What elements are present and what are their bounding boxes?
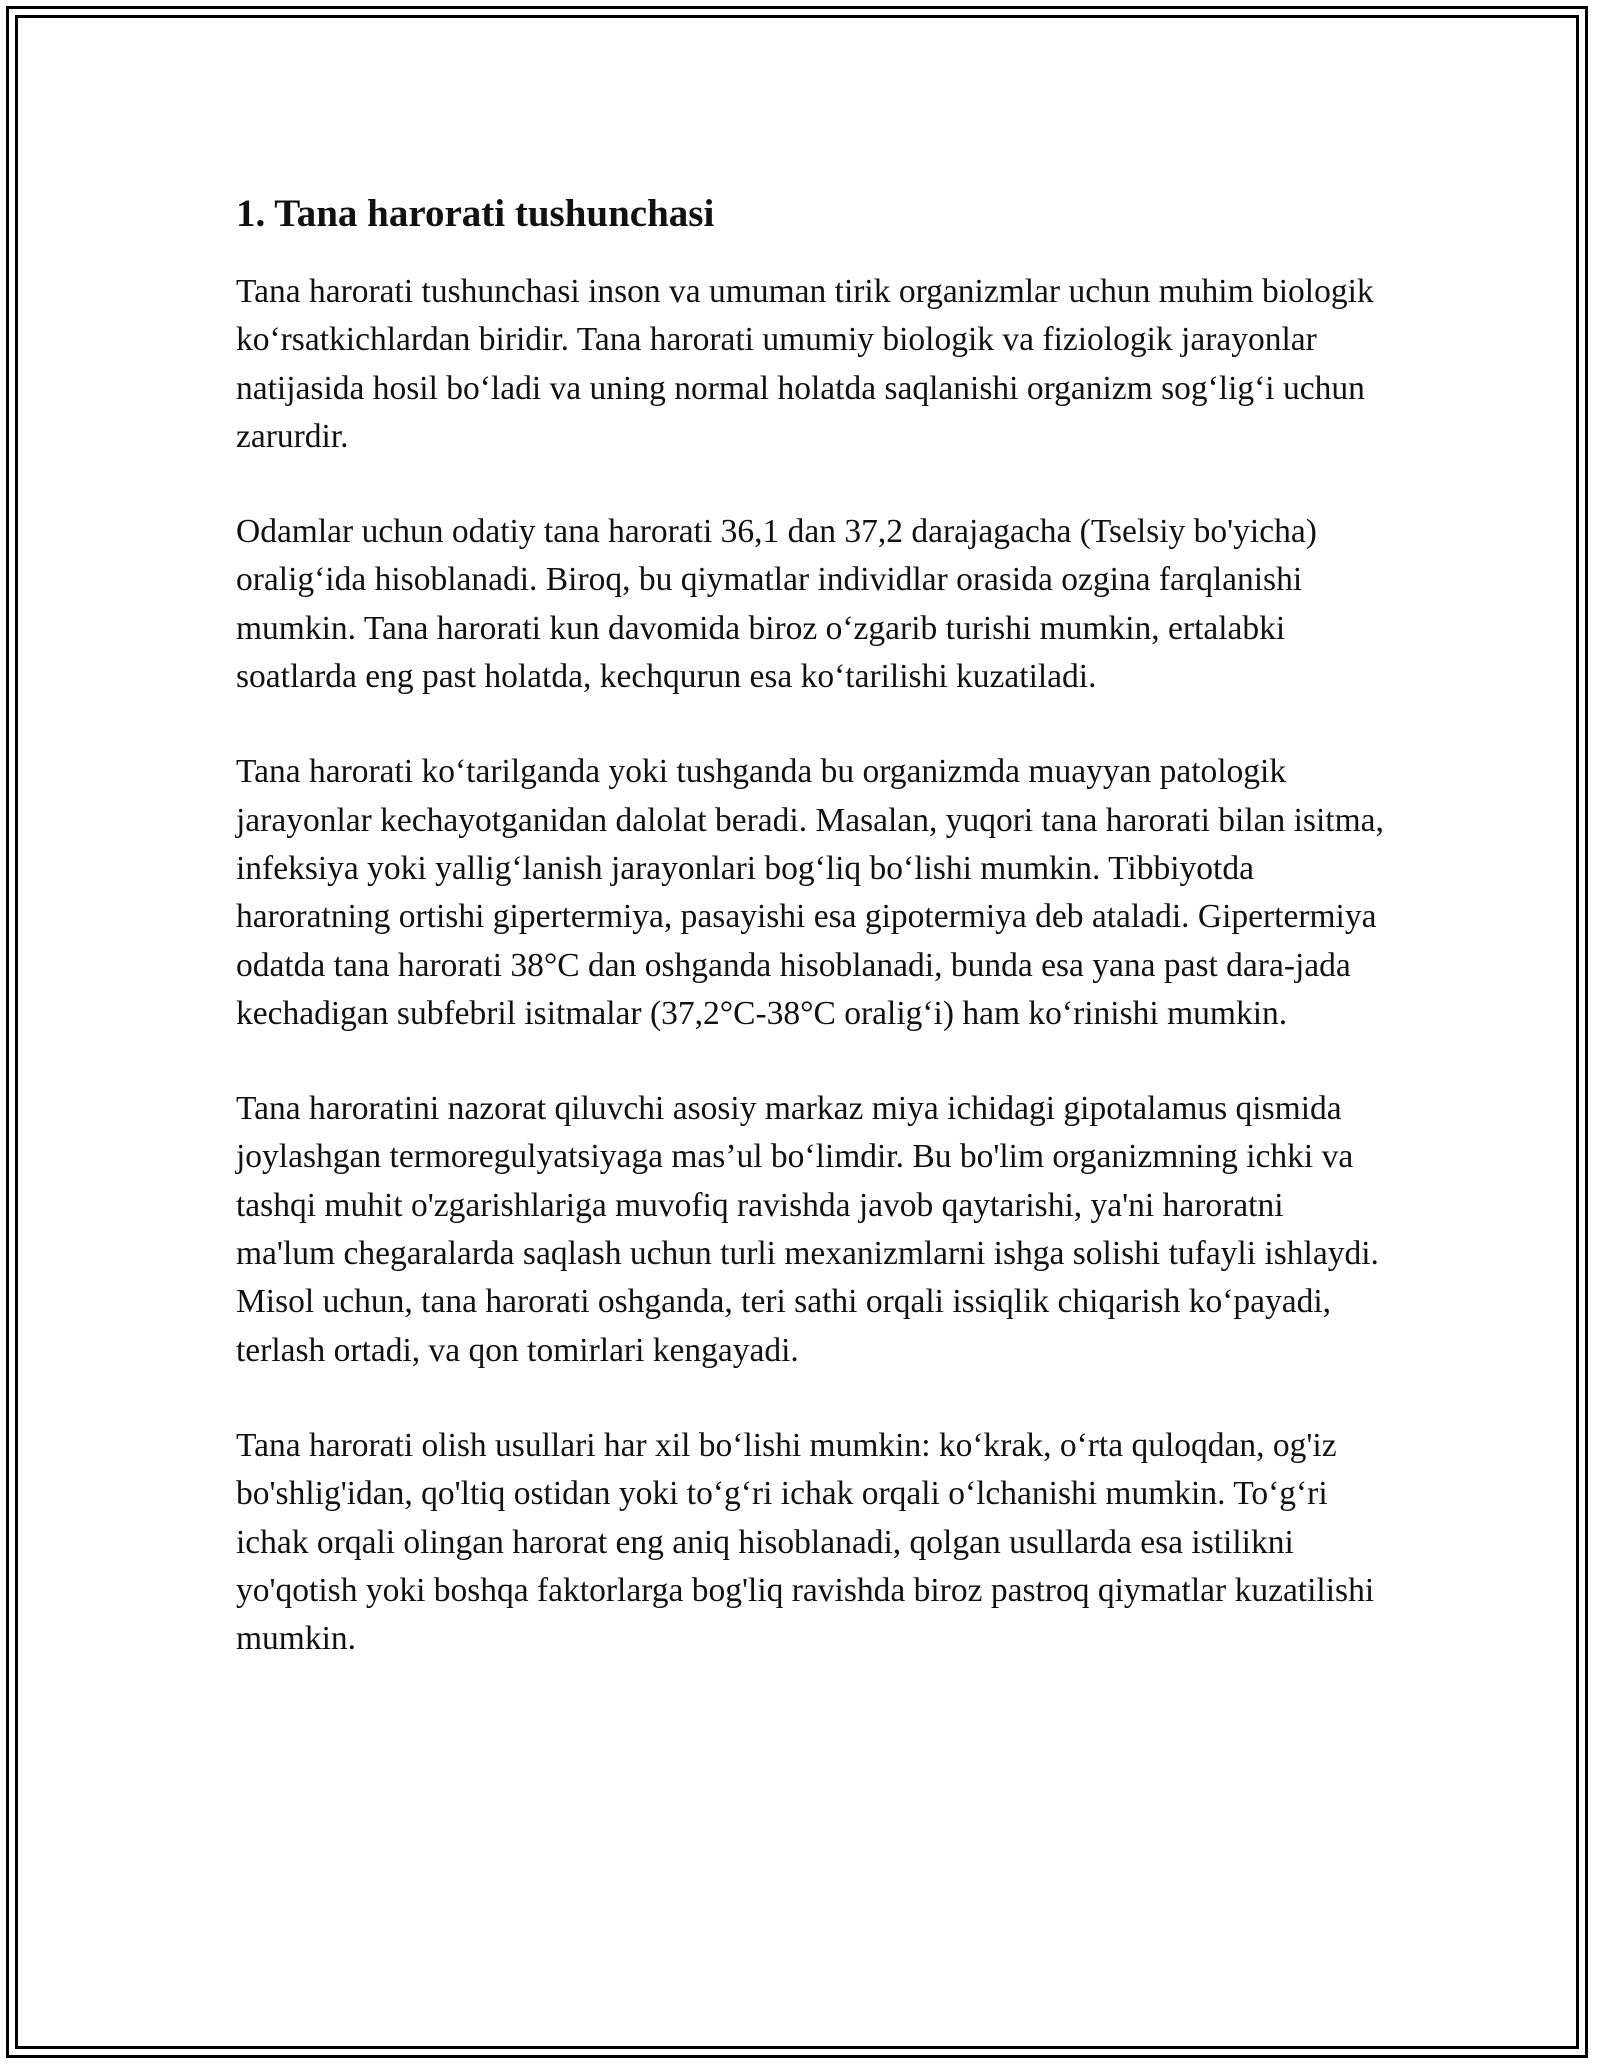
paragraph-4: Tana haroratini nazorat qiluvchi asosiy markaz miya ichidagi gipotalamus qismida joylashgan termoregulyatsiyaga mas’ul bo‘limdir. Bu bo'lim organizmning ichki va tashqi muhit o'zgarishlariga muvofiq ravishda javob qaytarishi, ya'ni haroratni ma'lum chegaralarda saqlash uchun turli mexanizmlarni ishga solishi tufayli ishlaydi. Misol uchun, tana harorati oshganda, teri sathi orqali issiqlik chiqarish ko‘payadi, terlash ortadi, va qon tomirlari kengayadi.: [236, 1090, 1379, 1369]
paragraph-5: Tana harorati olish usullari har xil bo‘lishi mumkin: ko‘krak, o‘rta quloqdan, og'iz bo'shlig'idan, qo'ltiq ostidan yoki to‘g‘ri ichak orqali o‘lchanishi mumkin. To‘g‘ri ichak orqali olingan harorat eng aniq hisoblanadi, qolgan usullarda esa istilikni yo'qotish yoki boshqa faktorlarga bog'liq ravishda biroz pastroq qiymatlar kuzatilishi mumkin.: [236, 1426, 1375, 1658]
document-body: [236, 188, 1384, 1710]
paragraph-2: Odamlar uchun odatiy tana harorati 36,1 dan 37,2 darajagacha (Tselsiy bo'yicha) oralig‘ida hisoblanadi. Biroq, bu qiymatlar individlar orasida ozgina farqlanishi mumkin. Tana harorati kun davomida biroz o‘zgarib turishi mumkin, ertalabki soatlarda eng past holatda, kechqurun esa ko‘tarilishi kuzatiladi.: [236, 513, 1317, 696]
paragraph-3: Tana harorati ko‘tarilganda yoki tushganda bu organizmda muayyan patologik jarayonlar kechayotganidan dalolat beradi. Masalan, yuqori tana harorati bilan isitma, infeksiya yoki yallig‘lanish jarayonlari bog‘liq bo‘lishi mumkin. Tibbiyotda haroratning ortishi gipertermiya, pasayishi esa gipotermiya deb ataladi. Gipertermiya odatda tana harorati 38°C dan oshganda hisoblanadi, bunda esa yana past dara-jada kechadigan subfebril isitmalar (37,2°C-38°C oralig‘i) ham ko‘rinishi mumkin.: [236, 753, 1384, 1032]
paragraph-1: Tana harorati tushunchasi inson va umuman tirik organizmlar uchun muhim biologik ko‘rsatkichlardan biridir. Tana harorati umumiy biologik va fiziologik jarayonlar natijasida hosil bo‘ladi va uning normal holatda saqlanishi organizm sog‘lig‘i uchun zarurdir.: [236, 273, 1374, 455]
section-heading: 1. Tana harorati tushunchasi: [236, 192, 715, 235]
